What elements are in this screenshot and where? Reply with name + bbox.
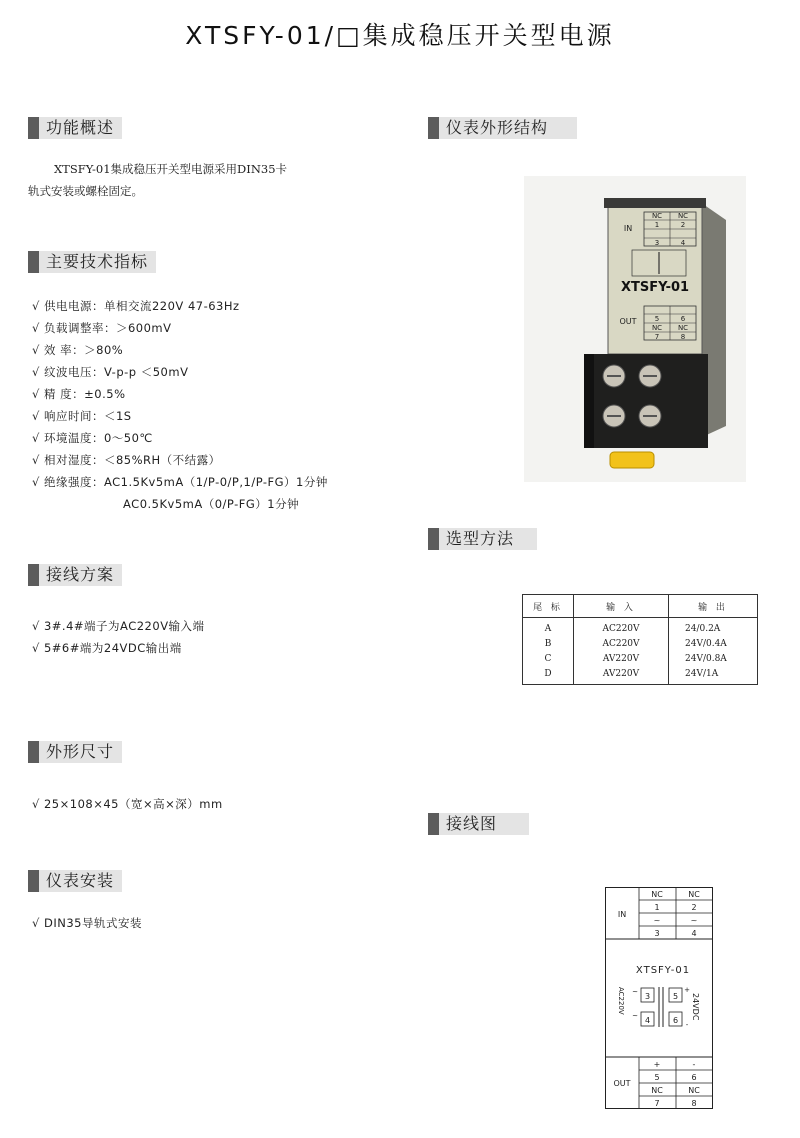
diagram-terminal: + xyxy=(653,1060,661,1069)
diagram-terminal: 3 xyxy=(644,992,651,1001)
product-photo xyxy=(524,176,746,482)
spec-item: √ 纹波电压：V-p-p ＜50mV xyxy=(32,365,189,379)
table-row xyxy=(523,636,758,651)
table-cell: AC220V xyxy=(574,636,669,651)
terminal-label: 2 xyxy=(680,221,686,229)
selection-table xyxy=(522,594,758,685)
diagram-in-label: IN xyxy=(617,910,627,919)
wiring-list xyxy=(32,615,205,659)
ac-voltage-label: AC220V xyxy=(617,987,625,1015)
minus-mark: - xyxy=(685,1021,689,1029)
terminal-label: 8 xyxy=(680,333,686,341)
section-header-dimensions xyxy=(28,741,122,763)
install-list xyxy=(32,912,142,934)
diagram-terminal: ~ xyxy=(653,916,661,925)
module-top-rail xyxy=(604,198,706,208)
section-label: 接线图 xyxy=(439,813,529,835)
wiring-item: √ 5#6#端为24VDC输出端 xyxy=(32,641,182,655)
table-header-cell: 输 入 xyxy=(574,595,669,618)
table-cell: AV220V xyxy=(574,666,669,685)
table-row xyxy=(523,666,758,685)
out-label: OUT xyxy=(619,317,637,326)
section-header-wiring-diagram xyxy=(428,813,529,835)
overview-line: XTSFY-01集成稳压开关型电源采用DIN35卡 xyxy=(54,162,288,176)
section-label: 接线方案 xyxy=(39,564,122,586)
overview-line: 轨式安装或螺栓固定。 xyxy=(28,184,143,198)
diagram-terminal: 1 xyxy=(654,903,660,912)
terminal-label: NC xyxy=(677,324,689,332)
section-marker xyxy=(28,117,39,139)
table-header-row xyxy=(523,595,758,618)
diagram-terminal: - xyxy=(692,1060,696,1069)
section-marker xyxy=(28,870,39,892)
table-header-cell: 尾 标 xyxy=(523,595,574,618)
diagram-terminal: 4 xyxy=(691,929,697,938)
section-marker xyxy=(428,813,439,835)
diagram-model-label: XTSFY-01 xyxy=(635,965,691,976)
table-cell: AV220V xyxy=(574,651,669,666)
spec-item: AC0.5Kv5mA（0/P-FG）1分钟 xyxy=(123,497,300,511)
install-item: √ DIN35导轨式安装 xyxy=(32,916,142,930)
section-label: 仪表外形结构 xyxy=(439,117,577,139)
spec-item: √ 供电电源：单相交流220V 47-63Hz xyxy=(32,299,240,313)
diagram-terminal: ~ xyxy=(690,916,698,925)
section-header-selection xyxy=(428,528,537,550)
diagram-terminal: NC xyxy=(688,1086,700,1095)
photo-model-label: XTSFY-01 xyxy=(620,280,690,295)
specs-list xyxy=(32,295,328,515)
dimension-item: √ 25×108×45（宽×高×深）mm xyxy=(32,797,223,811)
table-cell: AC220V xyxy=(574,618,669,637)
section-header-wiring-scheme xyxy=(28,564,122,586)
section-label: 外形尺寸 xyxy=(39,741,122,763)
section-label: 功能概述 xyxy=(39,117,122,139)
diagram-terminal: NC xyxy=(688,890,700,899)
section-header-appearance xyxy=(428,117,577,139)
table-cell: 24V/0.8A xyxy=(669,651,758,666)
terminal-label: 7 xyxy=(654,333,660,341)
section-marker xyxy=(28,564,39,586)
wiring-item: √ 3#.4#端子为AC220V输入端 xyxy=(32,619,205,633)
diagram-terminal: 6 xyxy=(691,1073,697,1082)
diagram-terminal: NC xyxy=(651,890,663,899)
spec-item: √ 响应时间：＜1S xyxy=(32,409,132,423)
table-cell: 24/0.2A xyxy=(669,618,758,637)
spec-item: √ 效 率：＞80% xyxy=(32,343,124,357)
diagram-terminal: 7 xyxy=(654,1099,660,1108)
power-module-illustration xyxy=(524,176,746,482)
terminal-label: 1 xyxy=(654,221,660,229)
section-label: 主要技术指标 xyxy=(39,251,156,273)
diagram-terminal: 2 xyxy=(691,903,697,912)
spec-item: √ 负载调整率：＞600mV xyxy=(32,321,172,335)
section-marker xyxy=(28,741,39,763)
terminal-label: NC xyxy=(651,324,663,332)
wiring-diagram xyxy=(605,887,717,1115)
table-row xyxy=(523,618,758,637)
diagram-terminal: 3 xyxy=(654,929,660,938)
terminal-label: 5 xyxy=(654,315,660,323)
terminal-label: NC xyxy=(651,212,663,220)
diagram-terminal: NC xyxy=(651,1086,663,1095)
table-cell: 24V/0.4A xyxy=(669,636,758,651)
section-marker xyxy=(428,528,439,550)
diagram-terminal: 6 xyxy=(672,1016,679,1025)
table-cell: C xyxy=(523,651,574,666)
terminal-label: 6 xyxy=(680,315,686,323)
tilde-mark: ~ xyxy=(632,988,638,996)
table-row xyxy=(523,651,758,666)
diagram-terminal: 4 xyxy=(644,1016,651,1025)
section-marker xyxy=(428,117,439,139)
terminal-block-edge xyxy=(584,354,594,448)
section-header-installation xyxy=(28,870,122,892)
terminal-label: 3 xyxy=(654,239,660,247)
diagram-terminal: 8 xyxy=(691,1099,697,1108)
diagram-terminal: 5 xyxy=(672,992,679,1001)
section-label: 选型方法 xyxy=(439,528,537,550)
table-header-cell: 输 出 xyxy=(669,595,758,618)
dc-voltage-label: 24VDC xyxy=(691,993,700,1021)
dimensions-list xyxy=(32,793,223,815)
terminal-label: NC xyxy=(677,212,689,220)
section-marker xyxy=(28,251,39,273)
section-label: 仪表安装 xyxy=(39,870,122,892)
table-cell: 24V/1A xyxy=(669,666,758,685)
overview-text xyxy=(28,158,388,202)
section-header-overview xyxy=(28,117,122,139)
spec-item: √ 精 度：±0.5% xyxy=(32,387,126,401)
terminal-label: 4 xyxy=(680,239,686,247)
table-cell: D xyxy=(523,666,574,685)
table-cell: B xyxy=(523,636,574,651)
spec-item: √ 相对湿度：＜85%RH（不结露） xyxy=(32,453,221,467)
table-cell: A xyxy=(523,618,574,637)
spec-item: √ 绝缘强度：AC1.5Kv5mA（1/P-0/P,1/P-FG）1分钟 xyxy=(32,475,328,489)
spec-item: √ 环境温度：0～50℃ xyxy=(32,431,153,445)
page-title: XTSFY-01/□集成稳压开关型电源 xyxy=(185,21,615,50)
tilde-mark: ~ xyxy=(632,1012,638,1020)
diagram-out-label: OUT xyxy=(613,1079,631,1088)
plus-mark: + xyxy=(684,986,690,994)
in-label: IN xyxy=(623,224,633,233)
din-rail-latch xyxy=(610,452,654,468)
diagram-terminal: 5 xyxy=(654,1073,660,1082)
section-header-specs xyxy=(28,251,156,273)
wiring-diagram-svg xyxy=(605,887,717,1111)
